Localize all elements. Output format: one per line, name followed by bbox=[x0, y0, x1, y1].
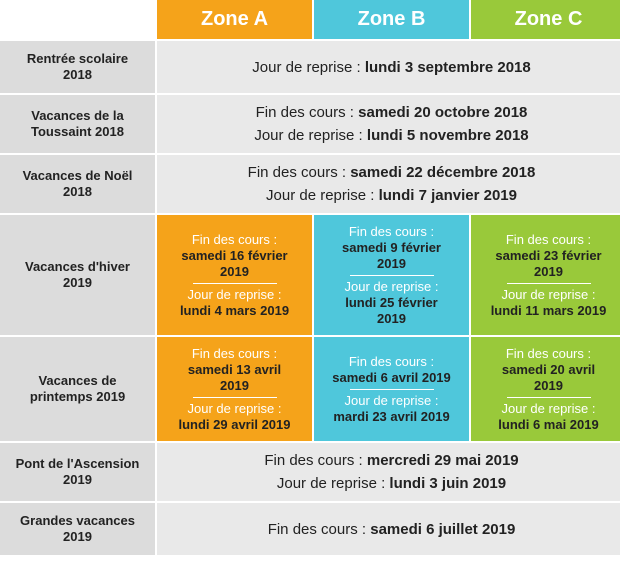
common-cell-rentree bbox=[157, 41, 620, 93]
zone-a-cell-hiver bbox=[157, 215, 312, 335]
reprise-date: lundi 3 septembre 2018 bbox=[364, 58, 531, 76]
row-label-line: Vacances de bbox=[38, 373, 117, 388]
row-hiver bbox=[0, 215, 620, 335]
row-label-toussaint bbox=[0, 95, 155, 153]
row-label-line: Rentrée scolaire bbox=[26, 51, 129, 66]
row-label-line: Pont de l'Ascension bbox=[15, 456, 140, 471]
zone-c-cell-printemps bbox=[471, 337, 620, 441]
fin-label: Fin des cours : bbox=[505, 345, 592, 361]
fin-date: samedi 20 octobre 2018 bbox=[358, 104, 528, 121]
fin-date: 2019 bbox=[377, 255, 406, 271]
fin-date: 2019 bbox=[534, 263, 563, 279]
fin-label: Fin des cours : bbox=[348, 223, 435, 239]
reprise-date: lundi 3 juin 2019 bbox=[389, 475, 507, 492]
reprise-date: mardi 23 avril 2019 bbox=[333, 408, 450, 424]
row-label-line: 2019 bbox=[63, 472, 92, 487]
fin-date: samedi 6 juillet 2019 bbox=[370, 520, 516, 538]
zone-b-header: Zone B bbox=[314, 0, 469, 39]
reprise-label: Jour de reprise : bbox=[187, 286, 282, 302]
reprise-line bbox=[157, 124, 620, 147]
zone-b-cell-hiver bbox=[314, 215, 469, 335]
fin-label: Fin des cours : bbox=[348, 353, 435, 369]
row-label-rentree bbox=[0, 41, 155, 93]
row-noel bbox=[0, 155, 620, 213]
reprise-label: Jour de reprise : bbox=[276, 475, 386, 492]
reprise-label: Jour de reprise : bbox=[266, 187, 375, 204]
row-label-printemps bbox=[0, 337, 155, 441]
row-rentree bbox=[0, 41, 620, 93]
reprise-date: lundi 11 mars 2019 bbox=[490, 302, 607, 318]
fin-label: Fin des cours : bbox=[267, 520, 367, 538]
row-label-line: printemps 2019 bbox=[29, 389, 126, 404]
fin-date: 2019 bbox=[220, 263, 249, 279]
fin-date: samedi 6 avril 2019 bbox=[332, 369, 451, 385]
row-label-line: 2018 bbox=[63, 67, 92, 82]
row-label-line: Vacances d'hiver bbox=[25, 259, 130, 274]
row-printemps bbox=[0, 337, 620, 441]
divider bbox=[193, 283, 277, 284]
fin-line bbox=[157, 161, 620, 184]
row-label-line: 2019 bbox=[63, 275, 92, 290]
row-grandes bbox=[0, 503, 620, 555]
divider bbox=[350, 389, 434, 390]
fin-label: Fin des cours : bbox=[247, 164, 347, 181]
reprise-label: Jour de reprise : bbox=[187, 400, 282, 416]
reprise-date: lundi 7 janvier 2019 bbox=[378, 187, 517, 204]
corner-cell bbox=[0, 0, 155, 39]
fin-date: samedi 16 février bbox=[181, 247, 288, 263]
row-label-noel bbox=[0, 155, 155, 213]
fin-label: Fin des cours : bbox=[191, 345, 278, 361]
fin-line bbox=[157, 449, 620, 472]
common-cell-noel bbox=[157, 155, 620, 213]
row-label-ascension bbox=[0, 443, 155, 501]
row-label-hiver bbox=[0, 215, 155, 335]
fin-date: 2019 bbox=[220, 377, 249, 393]
reprise-label: Jour de reprise : bbox=[501, 400, 596, 416]
fin-date: samedi 9 février bbox=[341, 239, 441, 255]
zone-b-cell-printemps bbox=[314, 337, 469, 441]
common-cell-ascension bbox=[157, 443, 620, 501]
divider bbox=[507, 397, 591, 398]
row-label-line: Vacances de la bbox=[31, 108, 124, 123]
zone-a-header: Zone A bbox=[157, 0, 312, 39]
reprise-line bbox=[157, 184, 620, 207]
fin-label: Fin des cours : bbox=[264, 452, 363, 469]
reprise-label: Jour de reprise : bbox=[254, 127, 363, 144]
fin-date: mercredi 29 mai 2019 bbox=[366, 452, 519, 469]
fin-date: samedi 22 décembre 2018 bbox=[350, 164, 536, 181]
fin-date: samedi 23 février bbox=[495, 247, 602, 263]
row-label-line: Grandes vacances bbox=[20, 513, 135, 528]
reprise-date: lundi 5 novembre 2018 bbox=[366, 127, 529, 144]
fin-label: Fin des cours : bbox=[505, 231, 592, 247]
fin-date: samedi 13 avril bbox=[187, 361, 282, 377]
reprise-label: Jour de reprise : bbox=[501, 286, 596, 302]
fin-date: samedi 20 avril bbox=[501, 361, 596, 377]
reprise-date: 2019 bbox=[377, 310, 406, 326]
divider bbox=[350, 275, 434, 276]
row-label-line: Toussaint 2018 bbox=[31, 124, 124, 139]
reprise-line bbox=[157, 472, 620, 495]
zone-a-cell-printemps bbox=[157, 337, 312, 441]
divider bbox=[193, 397, 277, 398]
common-cell-grandes bbox=[157, 503, 620, 555]
divider bbox=[507, 283, 591, 284]
row-label-line: Vacances de Noël bbox=[22, 168, 133, 183]
row-label-grandes bbox=[0, 503, 155, 555]
zone-c-header: Zone C bbox=[471, 0, 620, 39]
row-label-line: 2018 bbox=[63, 184, 92, 199]
common-cell-toussaint bbox=[157, 95, 620, 153]
row-toussaint bbox=[0, 95, 620, 153]
reprise-date: lundi 6 mai 2019 bbox=[498, 416, 599, 432]
reprise-label: Jour de reprise : bbox=[344, 278, 439, 294]
zone-c-cell-hiver bbox=[471, 215, 620, 335]
reprise-date: lundi 25 février bbox=[345, 294, 438, 310]
row-label-line: 2019 bbox=[63, 529, 92, 544]
reprise-date: lundi 29 avril 2019 bbox=[178, 416, 291, 432]
fin-label: Fin des cours : bbox=[191, 231, 278, 247]
header-row bbox=[0, 0, 620, 39]
fin-date: 2019 bbox=[534, 377, 563, 393]
row-ascension bbox=[0, 443, 620, 501]
fin-label: Fin des cours : bbox=[255, 104, 354, 121]
reprise-label: Jour de reprise : bbox=[252, 58, 361, 76]
fin-line bbox=[157, 101, 620, 124]
reprise-date: lundi 4 mars 2019 bbox=[179, 302, 290, 318]
reprise-label: Jour de reprise : bbox=[344, 392, 439, 408]
